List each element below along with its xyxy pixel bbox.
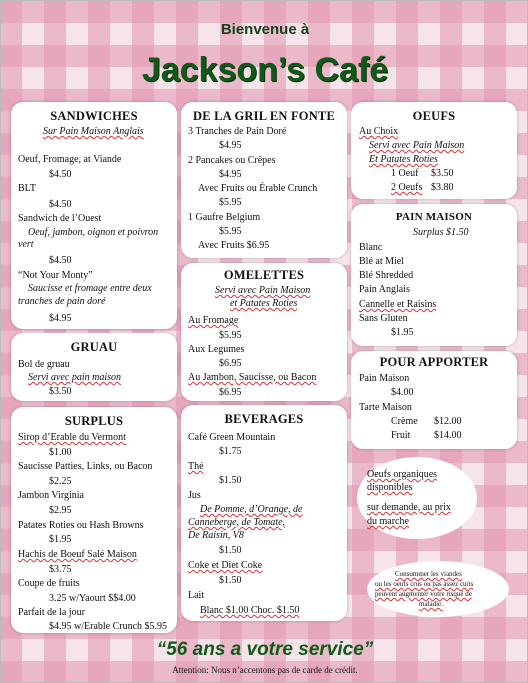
menu-item: Au Choix [359, 126, 399, 137]
menu-item: 2 Pancakes ou Crêpes [188, 155, 276, 166]
menu-price: $1.50 [219, 475, 242, 486]
menu-item: Hachis de Boeuf Salé Maison [18, 549, 137, 560]
menu-item: Jambon Virginia [18, 490, 84, 501]
beverages-heading: BEVERAGES [224, 412, 304, 426]
pain-maison-section [351, 204, 517, 346]
sandwiches-subtitle: Sur Pain Maison Anglais [43, 126, 144, 137]
menu-price: $12.00 [434, 416, 462, 427]
menu-price: $4.95 [49, 313, 72, 324]
menu-item: Lait [188, 590, 205, 601]
menu-item: Au Fromage [188, 315, 239, 326]
beverages-section [181, 405, 347, 621]
menu-desc: Et Patates Roties [369, 154, 438, 165]
cafe-title: Jackson’s Café [141, 51, 389, 89]
menu-desc: Servi avec pain maison [28, 372, 122, 383]
menu-price: $5.95 [219, 197, 242, 208]
gril-section [181, 102, 347, 258]
oeufs-heading: OEUFS [412, 109, 456, 123]
omelettes-subtitle: Servi avec Pain Maison [215, 285, 311, 296]
menu-price: $1.50 [219, 545, 242, 556]
menu-desc: De Raisin, V8 [188, 530, 244, 541]
omelettes-section [181, 263, 347, 401]
menu-item: Coke et Diet Coke [188, 560, 263, 571]
menu-price: $4.50 [49, 199, 72, 210]
pour-apporter-heading: POUR APPORTER [379, 355, 489, 369]
menu-item: 3 Tranches de Pain Doré [188, 126, 287, 137]
gril-heading: DE LA GRIL EN FONTE [192, 109, 336, 123]
menu-price: $3.75 [49, 564, 72, 575]
menu-item: Sandwich de l’Ouest [18, 213, 102, 224]
gruau-section [11, 333, 177, 401]
menu-item: Fruit [391, 430, 411, 441]
menu-desc: De Pomme, d’Orange, de [200, 504, 303, 515]
menu-price: $4.50 [49, 255, 72, 266]
menu-price: $4.95 [219, 140, 242, 151]
note-line: Oeufs organiques [367, 469, 438, 480]
menu-desc: vert [18, 239, 34, 250]
menu-desc: Canneberge, de Tomate, [188, 517, 286, 528]
oeufs-section [351, 102, 517, 199]
omelettes-heading: OMELETTES [223, 268, 305, 282]
menu-item: Thé [188, 461, 204, 472]
menu-item: 1 Gaufre Belgium [188, 212, 261, 223]
menu-item: 1 Oeuf [391, 168, 419, 179]
pain-maison-heading: PAIN MAISON [395, 211, 473, 223]
menu-item: BLT [18, 183, 36, 194]
note-line: disponibles [367, 482, 413, 493]
menu-item: Pain Maison [359, 373, 410, 384]
menu-price: $3.50 [49, 386, 72, 397]
surplus-section [11, 407, 177, 633]
menu-desc: Saucisse et fromage entre deux [28, 283, 152, 294]
note-line: sur demande, au prix [367, 502, 451, 513]
menu-item: Aux Legumes [188, 344, 245, 355]
menu-item: “Not Your Monty” [18, 270, 93, 281]
sandwiches-heading: SANDWICHES [50, 109, 138, 123]
menu-item: Blé at Miel [359, 256, 404, 267]
menu-item: Bol de gruau [18, 359, 70, 370]
menu-desc: Servi avec Pain Maison [369, 140, 465, 151]
menu-item: Blanc [359, 242, 383, 253]
menu-item: Oeuf, Fromage, at Viande [18, 154, 122, 165]
menu-price: $1.95 [391, 327, 414, 338]
menu-item: Café Green Mountain [188, 432, 276, 443]
menu-price: $4.95 [219, 169, 242, 180]
menu-price: $1.95 [49, 534, 72, 545]
menu-item: Tarte Maison [359, 402, 412, 413]
menu-item: 2 Oeufs [391, 182, 423, 193]
note-line: maladie. [419, 600, 443, 608]
menu-price: $6.95 [219, 358, 242, 369]
menu-item: Avec Fruits $6.95 [198, 240, 270, 251]
menu-item: Jus [188, 490, 201, 501]
menu-price: $5.95 [219, 330, 242, 341]
note-line: ou les oeufs crus ou pas assez cuits [375, 580, 474, 588]
sandwiches-section [11, 102, 177, 329]
menu-price: $5.95 [219, 226, 242, 237]
menu-item: Avec Fruits ou Érable Crunch [198, 183, 318, 194]
omelettes-subtitle: et Patates Roties [230, 298, 298, 309]
menu-item: Patates Roties ou Hash Browns [18, 520, 144, 531]
menu-price: $3.50 [431, 168, 454, 179]
gruau-heading: GRUAU [70, 340, 118, 354]
menu-price: $1.75 [219, 446, 242, 457]
menu-price: $1.00 [49, 447, 72, 458]
menu-item: Blé Shredded [359, 270, 414, 281]
menu-item: Cannelle et Raisins [359, 299, 437, 310]
slogan: “56 ans a votre service” [156, 639, 374, 660]
note-line: du marche [367, 516, 409, 527]
menu-item: Coupe de fruits [18, 578, 80, 589]
note-line: peuvent augmenter votre risqué de [375, 590, 472, 598]
menu-price: $4.50 [49, 169, 72, 180]
menu-item: Crème [391, 416, 418, 427]
menu-desc: Oeuf, jambon, oignon et poivron [28, 227, 159, 238]
menu-price: $2.25 [49, 476, 72, 487]
menu-item: Pain Anglais [359, 284, 410, 295]
pain-maison-subtitle: Surplus $1.50 [413, 227, 469, 238]
menu-item: Parfait de la jour [18, 607, 85, 618]
note-line: Consummer les viandes [395, 570, 462, 578]
menu-price: $4.95 w/Erable Crunch $5.95 [49, 621, 168, 632]
menu-item: Saucisse Patties, Links, ou Bacon [18, 461, 153, 472]
menu-price: $4.00 [391, 387, 414, 398]
menu-price: $14.00 [434, 430, 462, 441]
pour-apporter-section [351, 351, 517, 449]
menu-price: $2.95 [49, 505, 72, 516]
menu-price: $3.80 [431, 182, 454, 193]
menu-item: Sans Gluten [359, 313, 408, 324]
food-safety-warning [367, 561, 509, 617]
menu-price: $1.50 [219, 575, 242, 586]
surplus-heading: SURPLUS [64, 414, 124, 428]
menu-desc: tranches de pain doré [18, 296, 106, 307]
organic-eggs-note [357, 457, 477, 539]
menu-item: Au Jambon, Saucisse, ou Bacon [188, 372, 317, 383]
menu-item: Sirop d’Erable du Vermont [18, 432, 126, 443]
menu-price: 3.25 w/Yaourt $$4.00 [49, 593, 136, 604]
menu-item: Blanc $1.00 Choc. $1.50 [200, 605, 300, 616]
greeting: Bienvenue à [220, 21, 310, 38]
menu-price: $6.95 [219, 387, 242, 398]
attention-note: Attention: Nous n’accentons pas de carde de crédit. [172, 665, 358, 675]
